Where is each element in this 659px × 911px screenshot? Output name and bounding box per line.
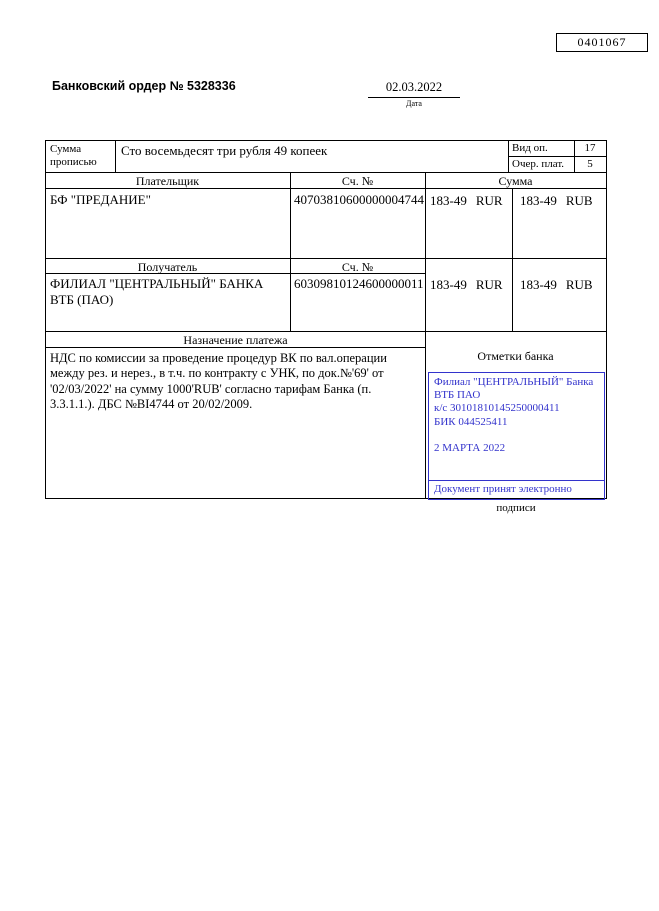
signatures-label: подписи [496,502,536,514]
payer-column-header: Плательщик [135,174,200,188]
currency-code: RUB [565,277,593,292]
stamp-bik: БИК 044525411 [434,415,508,428]
purpose-header: Назначение платежа [183,333,288,347]
grid-line [45,172,607,173]
stamp-footer: Документ принят электронно [429,480,604,499]
op-type-label: Вид оп. [512,142,548,154]
recipient-account-column-header: Сч. № [341,260,374,274]
payer-name: БФ "ПРЕДАНИЕ" [50,192,151,207]
date-value: 02.03.2022 [368,80,460,98]
amount-value: 183-49 [430,193,467,208]
recipient-amount-credit [520,277,593,293]
stamp-date: 2 МАРТА 2022 [434,441,506,454]
form-code-box [556,33,648,52]
grid-line [115,140,116,173]
payer-account-number: 40703810600000004744 [294,192,424,207]
amount-value: 183-49 [520,193,557,208]
bank-marks-header: Отметки банка [477,349,554,363]
grid-line [45,140,607,141]
amount-column-header: Сумма [498,174,533,188]
stamp-bank-name: Филиал "ЦЕНТРАЛЬНЫЙ" Банка ВТБ ПАО [434,376,594,402]
stamp-corr-account: к/с 30101810145250000411 [434,402,560,415]
priority-label: Очер. плат. [512,158,565,170]
priority-value: 5 [587,158,593,170]
date-label: Дата [406,99,422,108]
grid-line [45,140,46,499]
grid-line [512,188,513,332]
payer-amount-debit [430,193,503,209]
amount-value: 183-49 [520,277,557,292]
document-title: Банковский ордер № 5328336 [52,79,236,93]
recipient-column-header: Получатель [137,260,198,274]
grid-line [606,140,607,499]
recipient-name: ФИЛИАЛ "ЦЕНТРАЛЬНЫЙ" БАНКА ВТБ (ПАО) [50,276,264,307]
payer-account-column-header: Сч. № [341,174,374,188]
grid-line [290,172,291,332]
grid-line [45,331,607,332]
currency-code: RUR [475,277,503,292]
form-code: 0401067 [577,35,627,49]
grid-line [45,258,607,259]
amount-in-words-value: Сто восемьдесят три рубля 49 копеек [121,143,328,158]
recipient-account-number: 60309810124600000011 [294,276,424,291]
currency-code: RUB [565,193,593,208]
currency-code: RUR [475,193,503,208]
op-type-value: 17 [584,142,596,154]
recipient-amount-debit [430,277,503,293]
grid-line [508,156,607,157]
payer-amount-credit [520,193,593,209]
purpose-text: НДС по комиссии за проведение процедур ВК по вал.операции между рез. и нерез., в т.ч. по контракту с УНК, по док.№'69' от '02/03/2022' на сумму 1000'RUB' согласно тарифам Банка (п. 3.3.1.1.). ДБС №BI4744 от 20/02/2009. [50,351,387,411]
bank-stamp [428,372,605,500]
amount-value: 183-49 [430,277,467,292]
grid-line [508,140,509,173]
amount-in-words-label: Сумма прописью [50,143,97,169]
